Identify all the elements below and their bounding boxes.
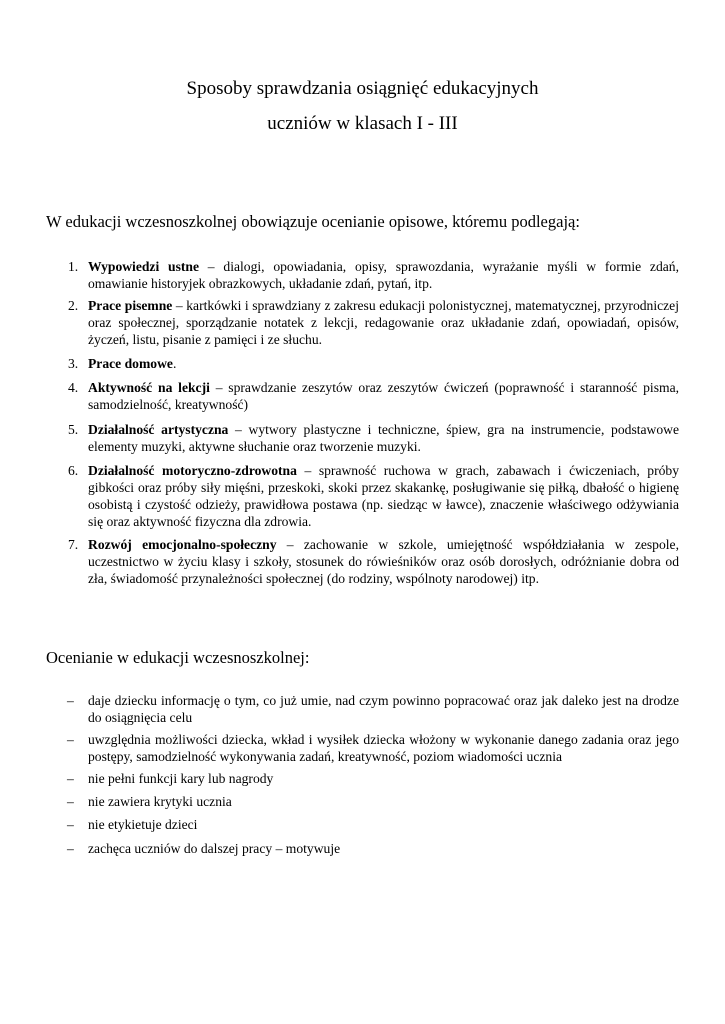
dash-bullet: – [67, 841, 74, 856]
list-number-7: 7. [68, 537, 79, 552]
list-item-7 [88, 536, 679, 587]
list-item-2 [88, 297, 679, 348]
item-text: – wytwory plastyczne i techniczne, śpiew, gra na instrumencie, podstawowe elementy muzyki, aktywne słuchanie oraz tworzenie muzyki. [88, 422, 680, 454]
list-number-2: 2. [68, 298, 79, 313]
list-number-5: 5. [68, 422, 79, 437]
dash-bullet: – [67, 771, 74, 786]
list-number-1: 1. [68, 259, 79, 274]
item-term: Działalność motoryczno-zdrowotna [88, 463, 297, 478]
list-number-4: 4. [68, 380, 79, 395]
section-1-heading: W edukacji wczesnoszkolnej obowiązuje ocenianie opisowe, któremu podlegają: [46, 212, 580, 231]
dash-bullet: – [67, 732, 74, 747]
item-text: – sprawdzanie zeszytów oraz zeszytów ćwiczeń (poprawność i staranność pisma, samodzielność, kreatywność) [88, 380, 680, 412]
bullet-item-3: nie pełni funkcji kary lub nagrody [88, 771, 274, 786]
item-text: . [172, 356, 177, 371]
list-item-6 [88, 462, 679, 530]
document-title-line-2: uczniów w klasach I - III [267, 113, 458, 134]
item-term: Działalność artystyczna [88, 422, 229, 437]
dash-bullet: – [67, 817, 74, 832]
item-term: Prace domowe [88, 356, 173, 371]
item-term: Aktywność na lekcji [88, 380, 210, 395]
list-item-5 [88, 421, 679, 455]
bullet-item-5: nie etykietuje dzieci [88, 817, 198, 832]
list-item-3 [88, 355, 679, 372]
bullet-item-4: nie zawiera krytyki ucznia [88, 794, 232, 809]
item-text: – zachowanie w szkole, umiejętność współdziałania w zespole, uczestnictwo w życiu klasy i szkoły, stosunek do rówieśników oraz osób dorosłych, odróżnianie dobra od zła, świadomość przynależności społecznej (do rodziny, wspólnoty narodowej) itp. [88, 537, 679, 586]
item-term: Prace pisemne [88, 298, 173, 313]
item-term: Rozwój emocjonalno-społeczny [88, 537, 277, 552]
bullet-item-6: zachęca uczniów do dalszej pracy – motywuje [88, 841, 341, 856]
dash-bullet: – [67, 794, 74, 809]
item-text: – dialogi, opowiadania, opisy, sprawozdania, wyrażanie myśli w formie zdań, omawianie historyjek obrazkowych, układanie zdań, pytań, itp. [88, 259, 679, 291]
section-2-heading: Ocenianie w edukacji wczesnoszkolnej: [46, 648, 310, 667]
item-term: Wypowiedzi ustne [88, 259, 200, 274]
bullet-item-2: uwzględnia możliwości dziecka, wkład i wysiłek dziecka włożony w wykonanie danego zadania oraz jego postępy, samodzielność wykonywania zadań, kreatywność, poziom wiadomości ucznia [88, 732, 679, 764]
item-text: – sprawność ruchowa w grach, zabawach i ćwiczeniach, próby gibkości oraz próby siły mięśni, przeskoki, skoki przez skakankę, posługiwanie się piłką, dbałość o higienę osobistą i czystość odzieży, prawidłowa postawa (np. siedząc w ławce), znaczenie właściwego odżywiania się oraz aktywność fizyczna dla zdrowia. [88, 463, 679, 529]
bullet-item-1: daje dziecku informację o tym, co już umie, nad czym powinno popracować oraz jak daleko jest na drodze do osiągnięcia celu [88, 693, 679, 725]
list-item-1 [88, 258, 679, 292]
dash-bullet: – [67, 693, 74, 708]
item-text: – kartkówki i sprawdziany z zakresu edukacji polonistycznej, matematycznej, przyrodniczej oraz społecznej, sporządzanie notatek z lekcji, redagowanie oraz układanie zdań, opowiadań, opisów, życzeń, listu, pisanie z pamięci i ze słuchu. [88, 298, 679, 347]
document-title-line-1: Sposoby sprawdzania osiągnięć edukacyjnych [186, 78, 539, 99]
list-item-4 [88, 379, 679, 413]
list-number-6: 6. [68, 463, 79, 478]
list-number-3: 3. [68, 356, 79, 371]
